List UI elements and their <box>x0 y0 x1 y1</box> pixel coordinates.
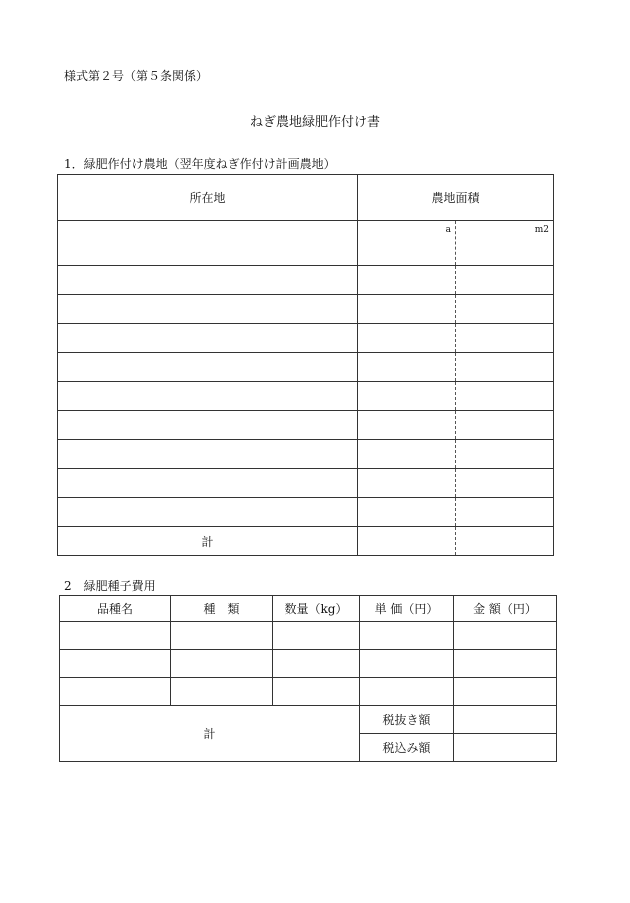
total-label: 計 <box>58 527 358 556</box>
tax-included-amount[interactable] <box>454 734 557 762</box>
area-m2-cell[interactable] <box>456 469 554 498</box>
quantity-header: 数量（kg） <box>273 596 360 622</box>
variety-cell[interactable] <box>60 622 171 650</box>
type-cell[interactable] <box>171 622 273 650</box>
section1-heading: 1．緑肥作付け農地（翌年度ねぎ作付け計画農地） <box>64 157 336 171</box>
quantity-cell[interactable] <box>273 650 360 678</box>
farmland-table <box>57 174 554 556</box>
location-cell[interactable] <box>58 498 358 527</box>
table-row <box>58 324 554 353</box>
amount-cell[interactable] <box>454 622 557 650</box>
location-cell[interactable] <box>58 440 358 469</box>
amount-cell[interactable] <box>454 650 557 678</box>
location-header: 所在地 <box>58 175 358 221</box>
area-m2-cell[interactable] <box>456 295 554 324</box>
tax-excluded-label: 税抜き額 <box>360 706 454 734</box>
unit-price-cell[interactable] <box>360 650 454 678</box>
location-cell[interactable] <box>58 382 358 411</box>
quantity-cell[interactable] <box>273 678 360 706</box>
table-row <box>58 498 554 527</box>
type-cell[interactable] <box>171 650 273 678</box>
location-cell[interactable] <box>58 221 358 266</box>
location-cell[interactable] <box>58 353 358 382</box>
form-number: 様式第２号（第５条関係） <box>64 69 209 83</box>
table-row <box>58 266 554 295</box>
area-m2-cell[interactable] <box>456 498 554 527</box>
tax-excluded-amount[interactable] <box>454 706 557 734</box>
total-label: 計 <box>60 706 360 762</box>
location-cell[interactable] <box>58 266 358 295</box>
area-m2-cell[interactable] <box>456 411 554 440</box>
area-a-cell[interactable] <box>358 469 456 498</box>
table-row <box>58 469 554 498</box>
location-cell[interactable] <box>58 295 358 324</box>
total-m2-cell[interactable] <box>456 527 554 556</box>
total-a-cell[interactable] <box>358 527 456 556</box>
variety-cell[interactable] <box>60 678 171 706</box>
quantity-cell[interactable] <box>273 622 360 650</box>
tax-included-label: 税込み額 <box>360 734 454 762</box>
area-header: 農地面積 <box>358 175 554 221</box>
area-m2-cell[interactable] <box>456 324 554 353</box>
location-cell[interactable] <box>58 324 358 353</box>
table-row <box>58 295 554 324</box>
table-row <box>58 353 554 382</box>
location-cell[interactable] <box>58 411 358 440</box>
area-a-cell[interactable] <box>358 353 456 382</box>
table-row <box>58 411 554 440</box>
table-row <box>58 382 554 411</box>
section2-heading: 2 緑肥種子費用 <box>64 579 156 593</box>
amount-header: 金 額（円） <box>454 596 557 622</box>
area-m2-cell[interactable] <box>456 382 554 411</box>
unit-price-cell[interactable] <box>360 678 454 706</box>
unit-m2-cell: m2 <box>456 221 554 266</box>
seed-cost-table <box>59 595 557 762</box>
variety-header: 品種名 <box>60 596 171 622</box>
table-row <box>58 440 554 469</box>
area-m2-cell[interactable] <box>456 440 554 469</box>
total-row <box>58 527 554 556</box>
area-a-cell[interactable] <box>358 440 456 469</box>
table-row <box>60 678 557 706</box>
area-a-cell[interactable] <box>358 498 456 527</box>
type-cell[interactable] <box>171 678 273 706</box>
area-m2-cell[interactable] <box>456 353 554 382</box>
area-a-cell[interactable] <box>358 295 456 324</box>
amount-cell[interactable] <box>454 678 557 706</box>
area-a-cell[interactable] <box>358 266 456 295</box>
area-a-cell[interactable] <box>358 411 456 440</box>
unit-price-cell[interactable] <box>360 622 454 650</box>
location-cell[interactable] <box>58 469 358 498</box>
area-a-cell[interactable] <box>358 324 456 353</box>
area-m2-cell[interactable] <box>456 266 554 295</box>
table-row <box>60 622 557 650</box>
variety-cell[interactable] <box>60 650 171 678</box>
table-row <box>60 650 557 678</box>
unit-a-cell: a <box>358 221 456 266</box>
area-a-cell[interactable] <box>358 382 456 411</box>
tax-excluded-row <box>60 706 557 734</box>
type-header: 種 類 <box>171 596 273 622</box>
unit-price-header: 単 価（円） <box>360 596 454 622</box>
page-title: ねぎ農地緑肥作付け書 <box>249 115 380 130</box>
